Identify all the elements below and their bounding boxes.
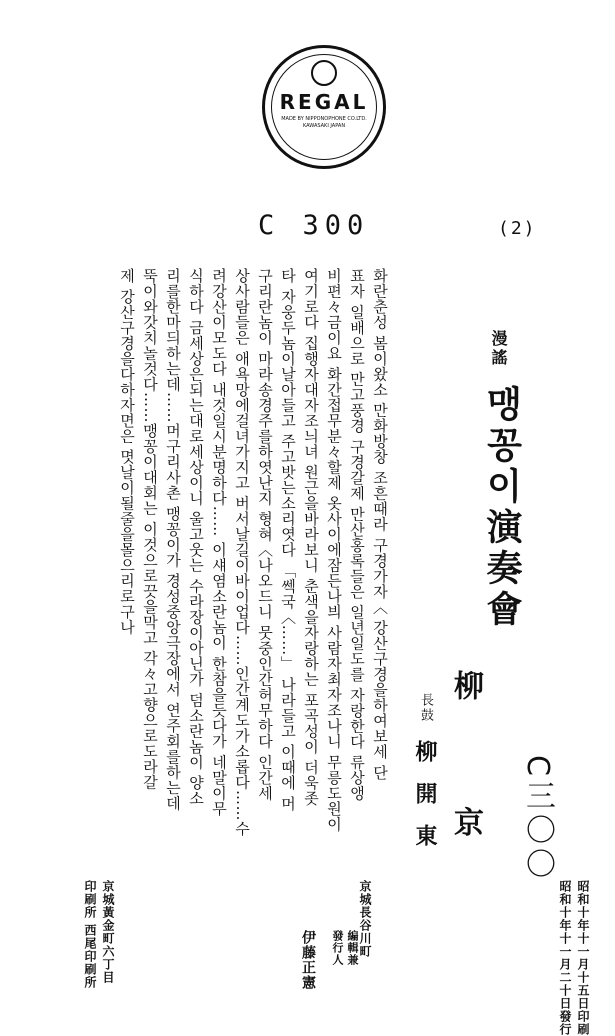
label-brand: REGAL: [279, 90, 369, 114]
lyric-column: 뚝이와갓치놀것다……맹꽁이대회는 이것으로끗을막고 각々고향으로도라갈: [141, 268, 159, 791]
accompanist-role: 長鼓: [418, 693, 433, 723]
colophon-publisher-label-1: 編輯兼: [346, 930, 359, 966]
catalog-number: C 300: [258, 210, 370, 241]
lyric-column: 타 자웅두놈이날아들고 주고밧는소리엿다 「쎅국〈……」 나라들고 이때에 머: [279, 268, 297, 812]
colophon-printer-address: 京城黃金町六丁目: [101, 880, 115, 984]
side-number: (2): [498, 218, 537, 239]
author-name: 柳 京: [448, 670, 483, 885]
lyric-column: 여기로다 집행자대자조늬녀 원근을바라보니 춘색을자랑하는 포곡성이 더욱좃: [302, 268, 320, 806]
colophon-print-date: 昭和十年十一月十五日印刷: [576, 880, 590, 1036]
lyric-column: 비편々금이요 화간접무분々할제 옷사이에잠든나븨 사람자최자조나니 무릉도원이: [325, 268, 343, 832]
colophon-publisher-label-2: 發行人: [331, 930, 344, 966]
label-fine-print: MADE BY NIPPONOPHONE CO.LTD. KAWASAKI JAPAN: [281, 116, 367, 129]
lyric-column: 상사람들은 애욕망에걸녀가지고 버서날길이바이업다……인간계도가소롭다……수: [233, 268, 251, 837]
lyric-column: 화란춘성 봄이왔소 만화방창 조흔때라 구경가자〈 강산구경을하여보세 단: [371, 268, 389, 781]
spindle-icon: [311, 60, 337, 86]
lyric-column: 제 강산구경을다하자면은 몃날이될줄을몰으리로구나: [118, 268, 136, 636]
genre-label: 漫謠: [489, 330, 508, 368]
lyric-column: 표자 일배으로 만고풍경 구경갈제 만산홍록들은 일년일도를 자랑한다 류상앵: [348, 268, 366, 801]
song-title: 맹꽁이演奏會: [481, 385, 523, 631]
colophon-publisher-address: 京城長谷川町: [358, 880, 372, 958]
colophon-printer: 印刷所 西尾印刷所: [83, 880, 97, 990]
lyric-column: 구리란놈이 마라송경주를하엿난지 형혀〈나오드니 뭇중인간허무하다 인간세: [256, 268, 274, 801]
colophon-publisher-name: 伊藤正憲: [300, 930, 316, 990]
accompanist-name: 柳開東: [412, 740, 438, 866]
record-label-emblem: [262, 45, 386, 169]
catalog-number-vertical: C三〇〇: [520, 755, 555, 882]
colophon-divider: [25, 870, 595, 871]
lyric-column: 려강산이모도다 내것일시분명하다…… 이섀염소란놈이 한참을듯다가 네말이무: [210, 268, 228, 817]
colophon-issue-date: 昭和十年十一月二十日發行: [558, 880, 572, 1036]
lyric-column: 리를한마듸하는데……머구리사촌 맹꽁이가 경성중앙극장에서 연주회를하는데: [164, 268, 182, 811]
lyric-column: 식하다 금세상은되는대로세상이니 울고웃는 수라장이아닌가 덤소란놈이 양소: [187, 268, 205, 806]
